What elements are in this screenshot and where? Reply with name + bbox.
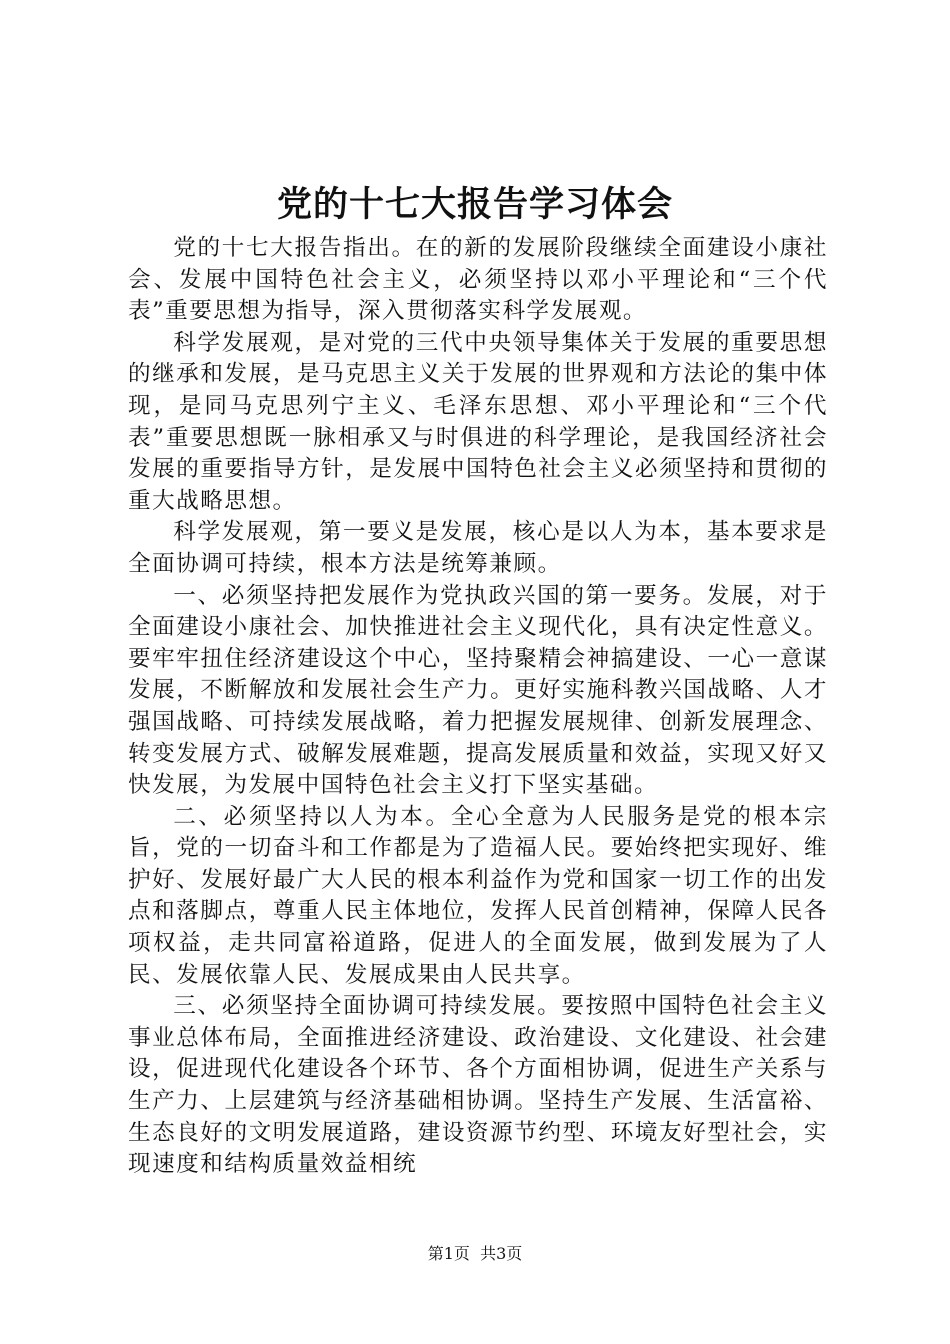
paragraph-2: 科学发展观，是对党的三代中央领导集体关于发展的重要思想的继承和发展，是马克思主义关于发展的世界观和方法论的集中体现，是同马克思列宁主义、毛泽东思想、邓小平理论和“三个代表”重要思想既一脉相承又与时俱进的科学理论，是我国经济社会发展的重要指导方针，是发展中国特色社会主义必须坚持和贯彻的重大战略思想。	[128, 329, 828, 514]
paragraph-5: 二、必须坚持以人为本。全心全意为人民服务是党的根本宗旨，党的一切奋斗和工作都是为了造福人民。要始终把实现好、维护好、发展好最广大人民的根本利益作为党和国家一切工作的出发点和落脚点，尊重人民主体地位，发挥人民首创精神，保障人民各项权益，走共同富裕道路，促进人的全面发展，做到发展为了人民、发展依靠人民、发展成果由人民共享。	[128, 803, 828, 988]
paragraph-1: 党的十七大报告指出。在的新的发展阶段继续全面建设小康社会、发展中国特色社会主义，必须坚持以邓小平理论和“三个代表”重要思想为指导，深入贯彻落实科学发展观。	[128, 235, 828, 325]
page-number: 第1页 共3页	[427, 1244, 523, 1263]
paragraph-6: 三、必须坚持全面协调可持续发展。要按照中国特色社会主义事业总体布局，全面推进经济建设、政治建设、文化建设、社会建设，促进现代化建设各个环节、各个方面相协调，促进生产关系与生产力、上层建筑与经济基础相协调。坚持生产发展、生活富裕、生态良好的文明发展道路，建设资源节约型、环境友好型社会，实现速度和结构质量效益相统	[128, 993, 828, 1178]
document-body	[128, 233, 828, 1181]
paragraph-3: 科学发展观，第一要义是发展，核心是以人为本，基本要求是全面协调可持续，根本方法是统筹兼顾。	[128, 519, 828, 577]
page-footer	[0, 1242, 950, 1266]
paragraph-4: 一、必须坚持把发展作为党执政兴国的第一要务。发展，对于全面建设小康社会、加快推进社会主义现代化，具有决定性意义。要牢牢扭住经济建设这个中心，坚持聚精会神搞建设、一心一意谋发展，不断解放和发展社会生产力。更好实施科教兴国战略、人才强国战略、可持续发展战略，着力把握发展规律、创新发展理念、转变发展方式、破解发展难题，提高发展质量和效益，实现又好又快发展，为发展中国特色社会主义打下坚实基础。	[128, 582, 828, 799]
document-title: 党的十七大报告学习体会	[276, 184, 673, 225]
